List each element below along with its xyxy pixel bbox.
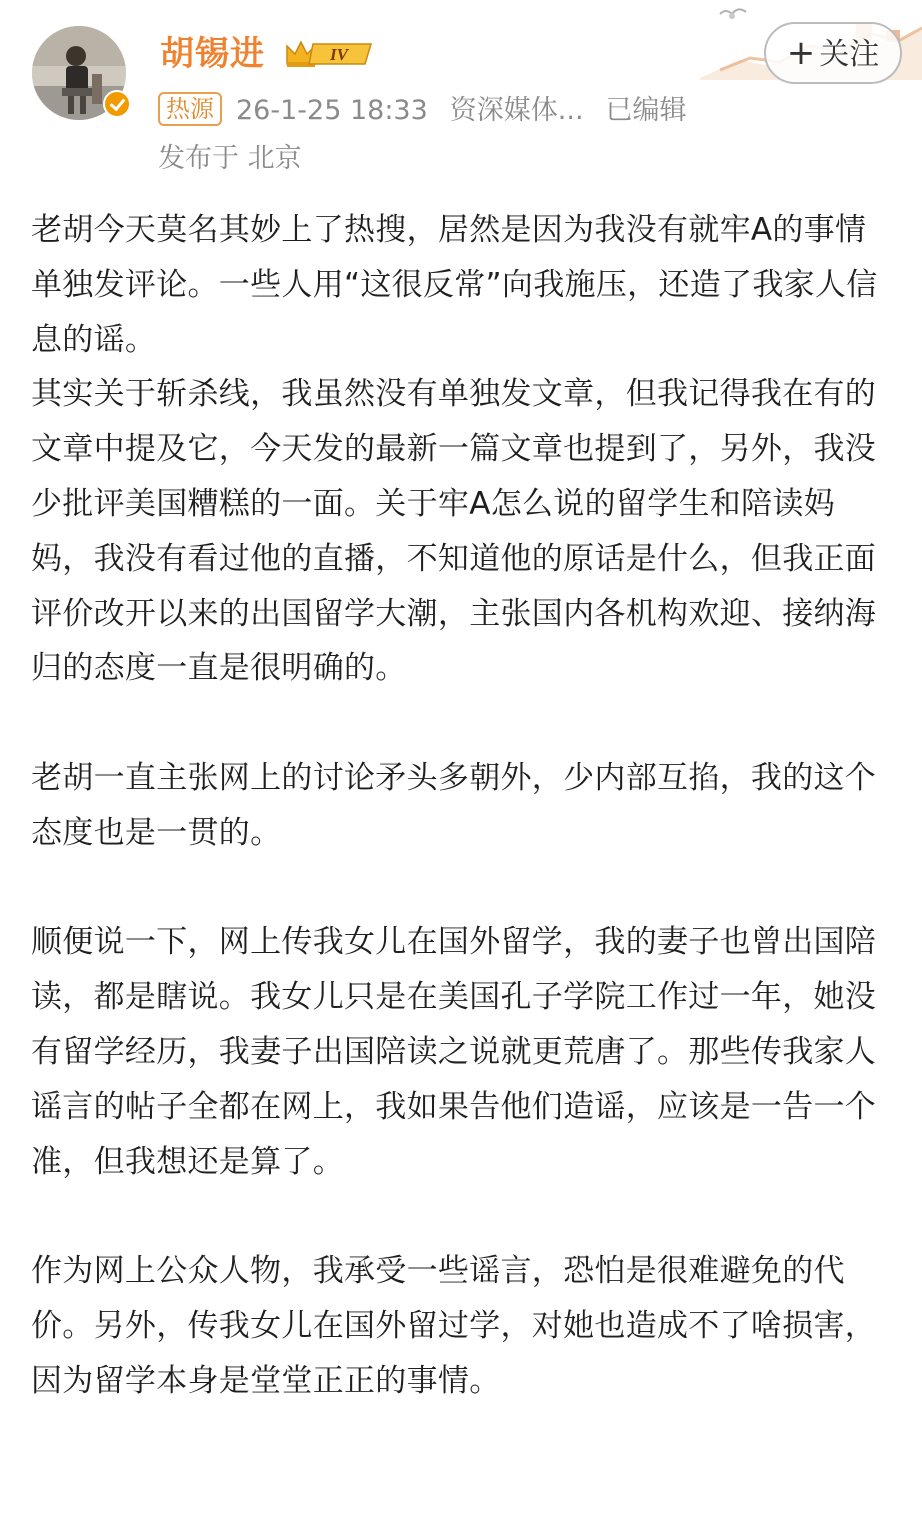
post-header [0,0,922,190]
post-meta [158,92,687,130]
plus-icon: + [786,33,816,73]
paragraph-5: 作为网上公众人物，我承受一些谣言，恐怕是很难避免的代价。另外，传我女儿在国外留过学，对她也造成不了啥损害，因为留学本身是堂堂正正的事情。 [31,1253,877,1399]
follow-button[interactable] [764,22,902,84]
hot-source-badge[interactable]: 热源 [158,92,222,126]
blank-line [31,861,893,916]
blank-line [31,696,893,751]
post-source: 资深媒体... [449,95,584,126]
paragraph-1: 老胡今天莫名其妙上了热搜，居然是因为我没有就牢A的事情单独发评论。一些人用“这很反常”向我施压，还造了我家人信息的谣。 [31,212,878,358]
blank-line [31,1189,893,1244]
post-body [31,203,893,1409]
post-time: 26-1-25 18:33 [236,95,428,126]
follow-label: 关注 [819,37,880,72]
author-name[interactable]: 胡锡进 [160,34,265,74]
level-crown-badge-icon [283,38,375,70]
paragraph-4: 顺便说一下，网上传我女儿在国外留学，我的妻子也曾出国陪读，都是瞎说。我女儿只是在美国孔子学院工作过一年，她没有留学经历，我妻子出国陪读之说就更荒唐了。那些传我家人谣言的帖子全都在网上，我如果告他们造谣，应该是一告一个准，但我想还是算了。 [31,924,877,1180]
edited-label[interactable]: 已编辑 [605,95,687,126]
paragraph-3: 老胡一直主张网上的讨论矛头多朝外，少内部互掐，我的这个态度也是一贯的。 [31,759,877,851]
level-text: IV [330,45,348,64]
paragraph-2: 其实关于斩杀线，我虽然没有单独发文章，但我记得我在有的文章中提及它，今天发的最新一篇文章也提到了，另外，我没少批评美国糟糕的一面。关于牢A怎么说的留学生和陪读妈妈，我没有看过他的直播，不知道他的原话是什么，但我正面评价改开以来的出国留学大潮，主张国内各机构欢迎、接纳海归的态度一直是很明确的。 [31,376,877,687]
verified-check-icon [103,90,131,118]
post-location: 发布于 北京 [158,143,302,174]
